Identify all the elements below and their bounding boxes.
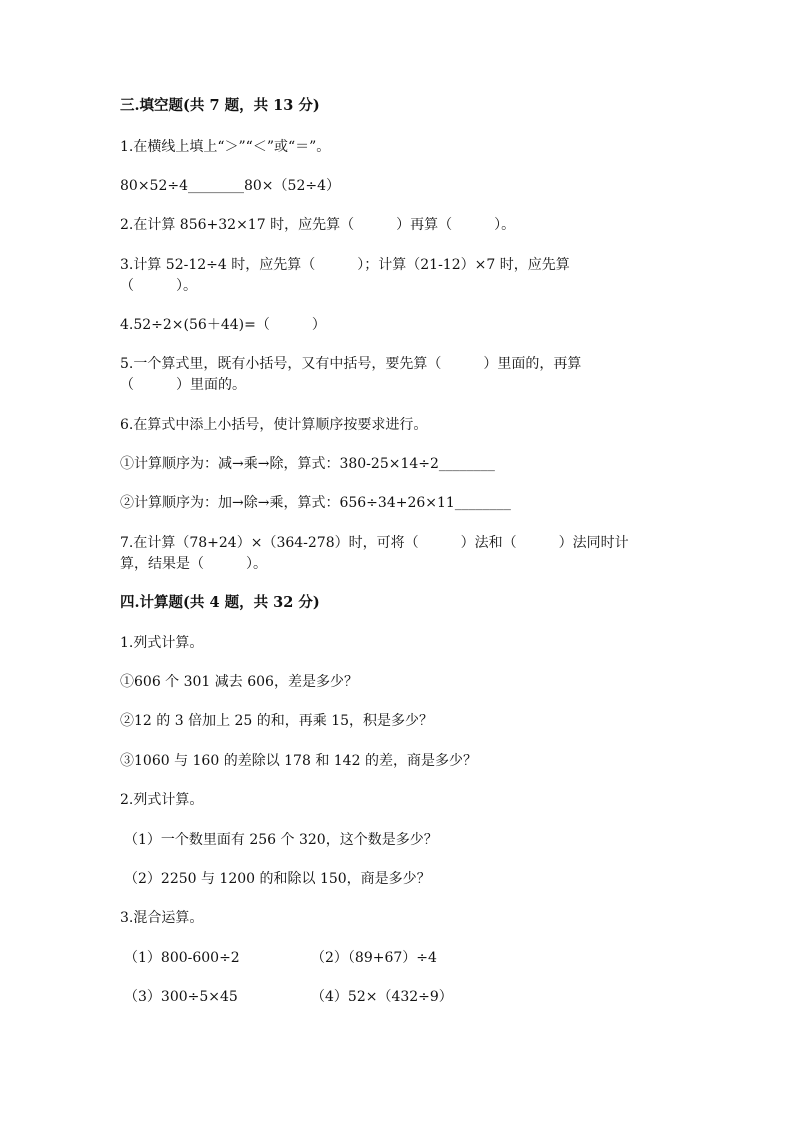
s4-q1-c: ③1060 与 160 的差除以 178 和 142 的差，商是多少？ — [120, 753, 477, 769]
section-4-title: 四.计算题(共 4 题，共 32 分) — [120, 594, 320, 611]
s4-q1-a: ①606 个 301 减去 606，差是多少？ — [120, 674, 358, 690]
s3-q6-b: ②计算顺序为：加→除→乘，算式：656÷34+26×11________ — [120, 495, 511, 511]
s4-q2-b: （2）2250 与 1200 的和除以 150，商是多少？ — [124, 871, 431, 887]
s3-q3-line2: （ ）。 — [120, 278, 197, 294]
s4-q1-b: ②12 的 3 倍加上 25 的和，再乘 15，积是多少？ — [120, 713, 434, 729]
s4-q1-prompt: 1.列式计算。 — [120, 635, 204, 651]
s3-q3-line1: 3.计算 52-12÷4 时，应先算（ ）；计算（21-12）×7 时，应先算 — [120, 257, 570, 273]
s3-q7-line1: 7.在计算（78+24）×（364-278）时，可将（ ）法和（ ）法同时计 — [120, 535, 629, 551]
s4-q2-a: （1）一个数里面有 256 个 320，这个数是多少？ — [124, 832, 438, 848]
s3-q6-a: ①计算顺序为：减→乘→除，算式：380-25×14÷2________ — [120, 456, 495, 472]
s3-q2: 2.在计算 856+32×17 时，应先算（ ）再算（ ）。 — [120, 217, 516, 233]
s4-q2-prompt: 2.列式计算。 — [120, 792, 204, 808]
s4-q3-prompt: 3.混合运算。 — [120, 910, 204, 926]
s4-q3-item-4: （4）52×（432÷9） — [311, 989, 453, 1005]
s3-q4: 4.52÷2×(56＋44)=（ ） — [120, 317, 326, 333]
s3-q1-expression: 80×52÷4________80×（52÷4） — [120, 178, 340, 194]
s3-q5-line2: （ ）里面的。 — [120, 377, 246, 393]
section-3-title: 三.填空题(共 7 题，共 13 分) — [120, 97, 320, 114]
s3-q1-prompt: 1.在横线上填上“＞”“＜”或“＝”。 — [120, 139, 331, 155]
s3-q5-line1: 5.一个算式里，既有小括号，又有中括号，要先算（ ）里面的，再算 — [120, 356, 582, 372]
s4-q3-item-1: （1）800-600÷2 — [124, 950, 240, 966]
s3-q7-line2: 算，结果是（ ）。 — [120, 556, 267, 572]
s4-q3-item-2: （2）（89+67）÷4 — [311, 950, 437, 966]
s4-q3-item-3: （3）300÷5×45 — [124, 989, 238, 1005]
s3-q6-prompt: 6.在算式中添上小括号，使计算顺序按要求进行。 — [120, 417, 428, 433]
